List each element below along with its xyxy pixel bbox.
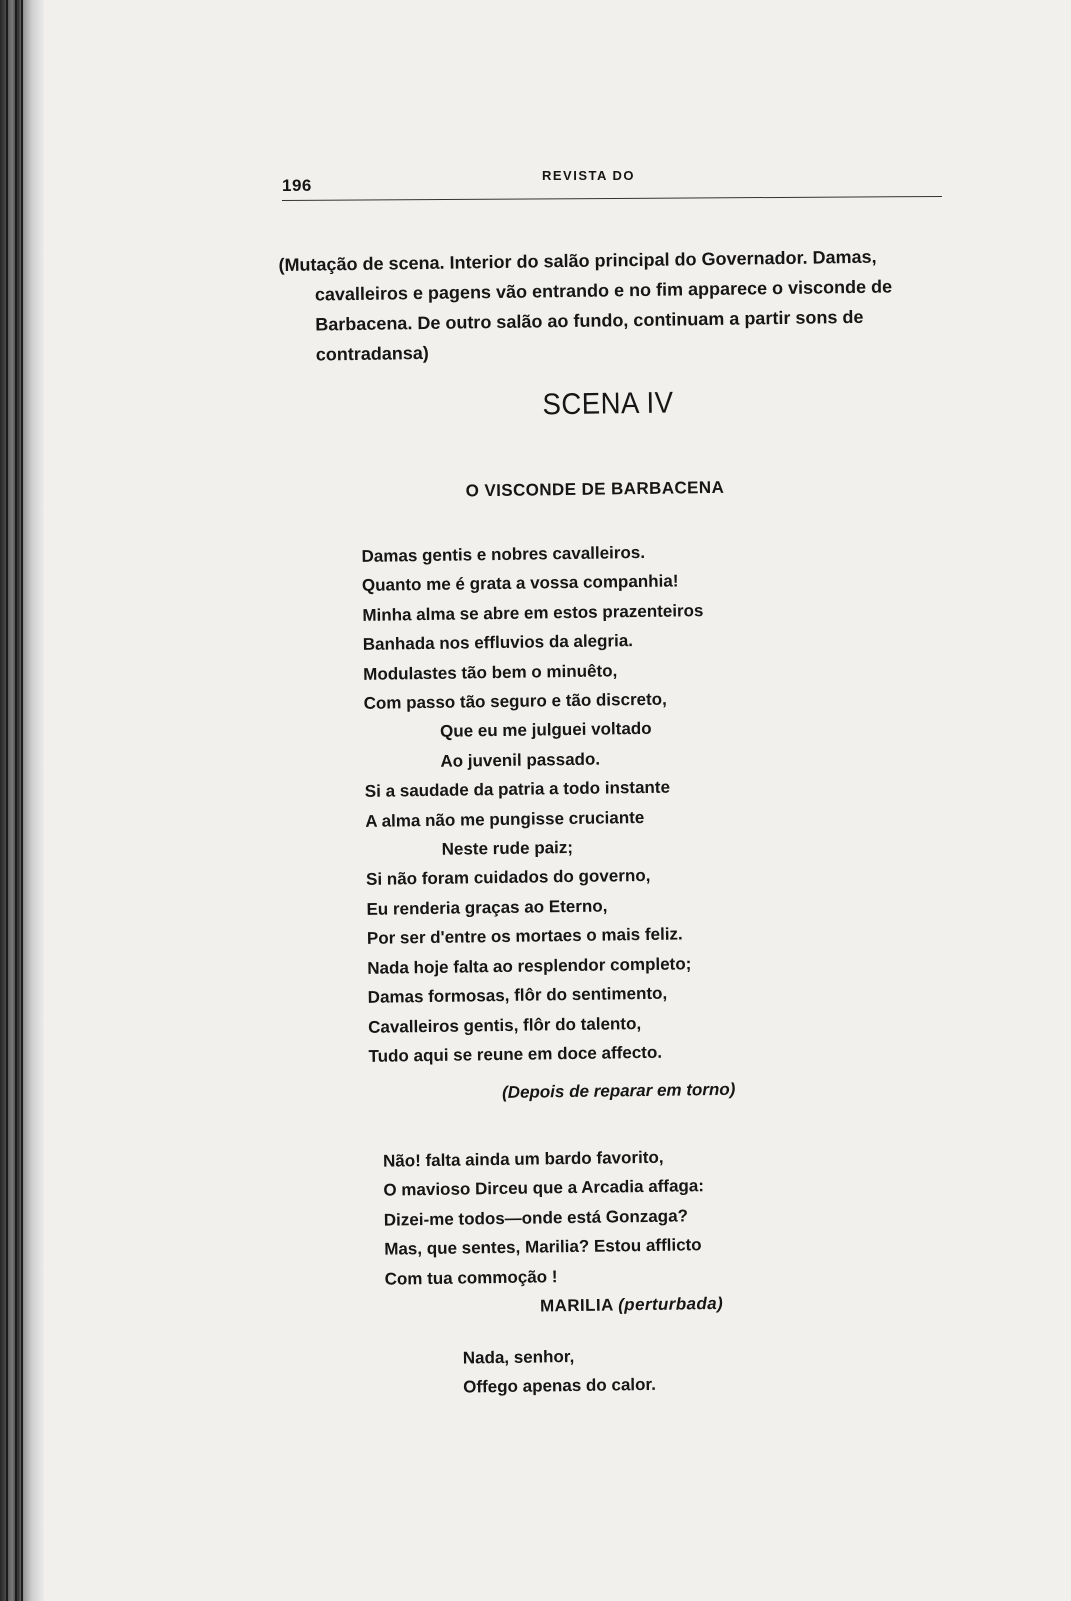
verse-block: [463, 1341, 657, 1402]
verse-line: Offego apenas do calor.: [463, 1375, 657, 1397]
verse-line: A alma não me pungisse cruciante: [365, 807, 645, 831]
verse-line: Ao juvenil passado.: [440, 749, 601, 771]
running-head: [282, 162, 942, 202]
verse-line: Dizei-me todos—onde está Gonzaga?: [383, 1206, 689, 1230]
verse-line: Não! falta ainda um bardo favorito,: [382, 1147, 664, 1171]
journal-name: REVISTA DO: [542, 168, 636, 183]
verse-line: Nada, senhor,: [462, 1347, 575, 1368]
verse-line: Por ser d'entre os mortaes o mais feliz.: [366, 924, 683, 949]
verse-line: Mas, que sentes, Marilia? Estou afflicto: [384, 1235, 702, 1259]
speaker-name-text: MARILIA: [539, 1295, 614, 1316]
verse-line: Com passo tão seguro e tão discreto,: [363, 689, 667, 713]
verse-line: Cavalleiros gentis, flôr do talento,: [368, 1013, 642, 1037]
verse-line: Modulastes tão bem o minuêto,: [363, 660, 618, 684]
stage-direction: (Mutação de scena. Interior do salão principal do Governador. Damas, cavalleiros e pagens vão entrando e no fim apparece o visconde de Barbacena. De outro salão ao fundo, continuam a partir sons de contradansa): [278, 246, 893, 365]
verse-line: Eu renderia graças ao Eterno,: [366, 896, 608, 919]
verse-line: Tudo aqui se reune em doce affecto.: [368, 1042, 663, 1066]
speaker-name: O VISCONDE DE BARBACENA: [465, 477, 725, 501]
scene-title: SCENA IV: [542, 386, 674, 422]
page-number: 196: [282, 176, 312, 195]
speaker-direction: (perturbada): [618, 1293, 724, 1315]
verse-line: Si a saudade da patria a todo instante: [364, 777, 671, 802]
verse-line: Damas gentis e nobres cavalleiros.: [361, 542, 646, 566]
verse-line: Si não foram cuidados do governo,: [365, 866, 651, 890]
verse-line: Quanto me é grata a vossa companhia!: [361, 571, 679, 596]
verse-line: O mavioso Dirceu que a Arcadia affaga:: [383, 1176, 705, 1201]
verse-line: Minha alma se abre em estos prazenteiros: [362, 600, 704, 625]
header-rule: [282, 196, 942, 201]
stage-direction: (Depois de reparar em torno): [501, 1079, 736, 1102]
verse-block: [383, 1142, 706, 1293]
verse-line: Nada hoje falta ao resplendor completo;: [367, 954, 692, 978]
speaker-name: [540, 1294, 723, 1317]
verse-line: Neste rude paiz;: [441, 838, 574, 859]
verse-line: Banhada nos effluvios da alegria.: [362, 631, 634, 655]
verse-line: Que eu me julguei voltado: [439, 719, 652, 742]
verse-line: Com tua commoção !: [384, 1266, 558, 1289]
verse-line: Damas formosas, flôr do sentimento,: [367, 983, 668, 1007]
verse-block: [361, 537, 709, 1071]
